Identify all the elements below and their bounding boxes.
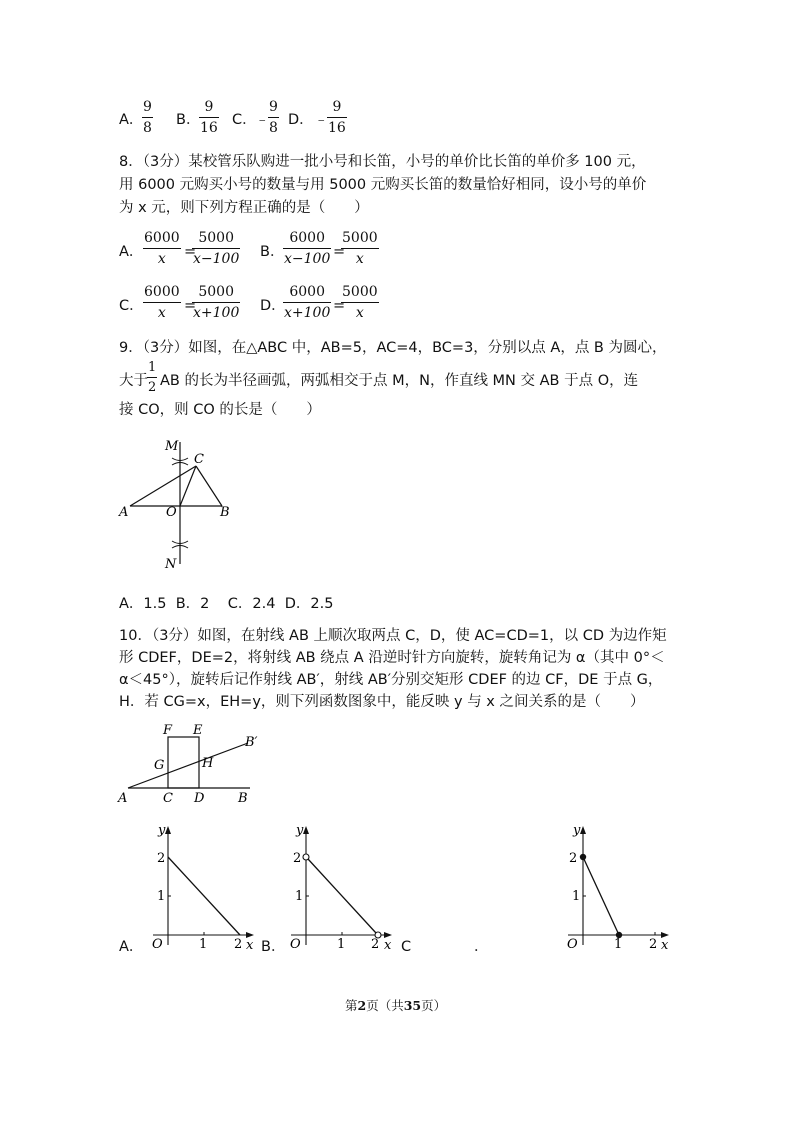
q9-segment-bc [196,466,222,506]
q10-graph-d-y2-label: 2 [569,851,578,866]
q10-option-d-label: ． [474,939,489,955]
q9-text-line-2: AB 的长为半径画弧，两弧相交于点 M，N，作直线 MN 交 AB 于点 O，连 [160,373,639,389]
q10-graph-b-x2-label: 2 [371,937,380,952]
q9-label-a: A [119,505,129,520]
q9-half-fraction: $\frac{1}{2}$ [148,360,157,395]
q9-label-c: C [194,452,204,467]
q10-graph-a-x1-label: 1 [199,937,208,952]
q8-option-c-left-fraction: $\frac{6000}{x}$ [144,284,180,321]
q10-label-h: H [202,756,214,771]
q10-graph-d-x1-label: 1 [614,937,623,952]
q10-text-line-2: 形 CDEF，DE=2，将射线 AB 绕点 A 沿逆时针方向旋转，旋转角记为 α（其中 0°＜ [119,650,665,666]
q10-label-c: C [163,791,173,806]
q10-option-a-label: A． [119,939,144,955]
q10-graph-b-origin-label: O [290,937,301,952]
footer-page-number: 2 [357,998,367,1013]
q8-option-a-left-fraction: $\frac{6000}{x}$ [144,230,180,267]
q7-option-c-sign: ﹣ [255,112,270,128]
q10-graph-d-y1-label: 1 [572,889,581,904]
q10-rectangle-figure [110,716,270,806]
q8-text-line-2: 用 6000 元购买小号的数量与用 5000 元购买长笛的数量恰好相同，设小号的单价 [119,177,647,193]
q10-graph-a-y1-label: 1 [157,889,166,904]
q10-graph-a [138,820,263,955]
q10-graph-b-y-arrow [303,826,309,834]
q7-option-d-sign: ﹣ [314,112,329,128]
q10-graph-d-line [583,857,619,935]
q10-graph-d-solid-point-y [580,854,586,860]
q8-option-a-equals: = [184,244,197,260]
q8-text-line-3: 为 x 元，则下列方程正确的是（ ） [119,200,369,216]
q10-graph-b-x1-label: 1 [337,937,346,952]
q9-segment-ac [130,466,196,506]
q10-graph-b [276,820,401,955]
q10-label-g: G [154,758,165,773]
q10-ray-ab-prime [128,743,248,788]
q7-option-a-label: A． [119,112,144,128]
q10-graph-b-x-label: x [384,938,392,953]
q10-label-f: F [163,723,173,738]
q9-options: A．1.5 B．2 C．2.4 D．2.5 [119,596,334,612]
q10-text-line-3: α＜45°），旋转后记作射线 AB′，射线 AB′分别交矩形 CDEF 的边 CF，DE 于点 G， [119,672,663,688]
q7-option-d-fraction: $\frac{9}{16}$ [328,99,346,136]
q9-text-line-3: 接 CO，则 CO 的长是（ ） [119,402,321,418]
q10-graph-a-y-arrow [165,826,171,834]
q10-graph-d-origin-label: O [567,937,578,952]
q7-option-a-fraction: $\frac{9}{8}$ [143,99,152,136]
q9-triangle-figure [110,432,250,572]
q8-option-a-right-fraction: $\frac{5000}{x-100}$ [193,230,240,267]
q8-option-b-left-fraction: $\frac{6000}{x-100}$ [284,230,331,267]
q10-graph-a-x-label: x [246,938,254,953]
page-footer [345,996,446,1014]
q10-graph-b-y1-label: 1 [295,889,304,904]
q10-text-line-4: H．若 CG=x，EH=y，则下列函数图象中，能反映 y 与 x 之间关系的是（ ） [119,694,645,710]
q9-text-line-1: 9．（3分）如图，在△ABC 中，AB=5，AC=4，BC=3，分别以点 A，点 B 为圆心， [119,340,667,356]
q10-label-e: E [193,723,203,738]
q7-option-b-label: B． [176,112,201,128]
q10-graph-d-x2-label: 2 [649,937,658,952]
q10-graph-a-line [168,857,240,935]
q9-label-m: M [165,439,179,454]
q9-label-n: N [165,557,177,572]
q8-option-c-right-fraction: $\frac{5000}{x+100}$ [193,284,240,321]
footer-suffix: 页） [421,998,447,1013]
q9-label-o: O [166,505,177,520]
q7-option-b-fraction: $\frac{9}{16}$ [200,99,218,136]
q8-option-b-right-fraction: $\frac{5000}{x}$ [342,230,378,267]
q10-label-d: D [194,791,205,806]
q10-option-c-label: C [401,939,412,955]
footer-middle: 页（共 [366,998,404,1013]
q8-option-d-left-fraction: $\frac{6000}{x+100}$ [284,284,331,321]
q8-option-c-equals: = [184,298,197,314]
q7-option-d-label: D． [288,112,314,128]
q8-text-line-1: 8．（3分）某校管乐队购进一批小号和长笛，小号的单价比长笛的单价多 100 元， [119,154,646,170]
q8-option-b-label: B． [260,244,285,260]
q8-option-c-label: C． [119,298,144,314]
q10-label-b-prime: B′ [245,735,258,750]
q10-graph-a-x2-label: 2 [234,937,243,952]
q8-option-a-label: A． [119,244,144,260]
q7-option-c-fraction: $\frac{9}{8}$ [269,99,278,136]
q10-graph-b-line [308,859,376,933]
q10-label-b: B [238,791,248,806]
q10-graph-d [553,820,678,955]
q9-text-line-2-prefix: 大于 [119,373,148,389]
q10-graph-d-y-arrow [580,826,586,834]
q9-label-b: B [220,505,230,520]
footer-prefix: 第 [345,998,358,1013]
q8-option-d-right-fraction: $\frac{5000}{x}$ [342,284,378,321]
q10-graph-d-y-label: y [573,823,581,838]
q10-graph-a-origin-label: O [152,937,163,952]
q10-text-line-1: 10．（3分）如图，在射线 AB 上顺次取两点 C，D，使 AC=CD=1，以 CD 为边作矩 [119,628,667,644]
q10-graph-b-open-point-y [303,854,309,860]
q10-graph-b-y-label: y [296,823,304,838]
q10-graph-d-x-label: x [661,938,669,953]
q8-option-d-equals: = [333,298,346,314]
q10-graph-a-y-label: y [158,823,166,838]
q8-option-d-label: D． [260,298,286,314]
q7-option-c-label: C． [232,112,257,128]
q10-option-b-label: B． [261,939,286,955]
q10-graph-b-y2-label: 2 [293,851,302,866]
footer-total-pages: 35 [403,998,422,1013]
q8-option-b-equals: = [333,244,346,260]
q9-segment-co [180,466,196,506]
q10-graph-a-y2-label: 2 [157,851,166,866]
q10-label-a: A [118,791,128,806]
